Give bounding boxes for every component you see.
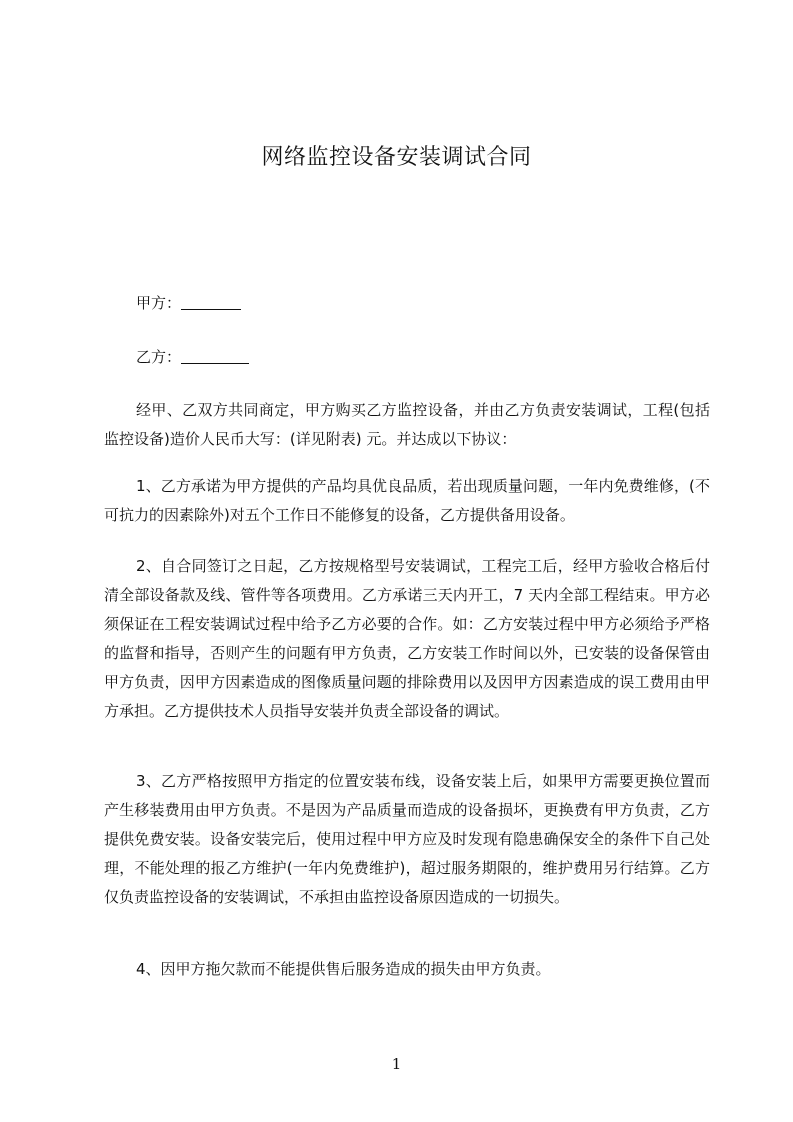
party-a-blank <box>181 293 241 310</box>
party-a-line <box>136 292 241 313</box>
clause-2: 2、自合同签订之日起，乙方按规格型号安装调试，工程完工后，经甲方验收合格后付清全部设备款及线、管件等各项费用。乙方承诺三天内开工，7 天内全部工程结束。甲方必须保证在工程安装调试过程中给予乙方必要的合作。如：乙方安装过程中甲方必须给予严格的监督和指导，否则产生的问题有甲方负责，乙方安装工作时间以外，已安装的设备保管由甲方负责，因甲方因素造成的图像质量问题的排除费用以及因甲方因素造成的误工费用由甲方承担。乙方提供技术人员指导安装并负责全部设备的调试。 <box>104 557 710 720</box>
intro-paragraph: 经甲、乙双方共同商定，甲方购买乙方监控设备，并由乙方负责安装调试，工程(包括监控设备)造价人民币大写：(详见附表) 元。并达成以下协议： <box>104 401 710 448</box>
clause-4: 4、因甲方拖欠款而不能提供售后服务造成的损失由甲方负责。 <box>136 960 551 978</box>
clause-1: 1、乙方承诺为甲方提供的产品均具优良品质，若出现质量问题，一年内免费维修，(不可抗力的因素除外)对五个工作日不能修复的设备，乙方提供备用设备。 <box>104 477 710 524</box>
party-b-label: 乙方： <box>136 348 182 366</box>
party-b-line <box>136 346 249 367</box>
page-number: 1 <box>391 1055 402 1073</box>
clause-3: 3、乙方严格按照甲方指定的位置安装布线，设备安装上后，如果甲方需要更换位置而产生移装费用由甲方负责。不是因为产品质量而造成的设备损坏，更换费有甲方负责，乙方提供免费安装。设备安装完后，使用过程中甲方应及时发现有隐患确保安全的条件下自己处理，不能处理的报乙方维护(一年内免费维护)，超过服务期限的，维护费用另行结算。乙方仅负责监控设备的安装调试，不承担由监控设备原因造成的一切损失。 <box>104 772 710 906</box>
contract-title: 网络监控设备安装调试合同 <box>261 145 532 170</box>
party-b-blank <box>181 347 249 364</box>
party-a-label: 甲方： <box>136 294 182 312</box>
